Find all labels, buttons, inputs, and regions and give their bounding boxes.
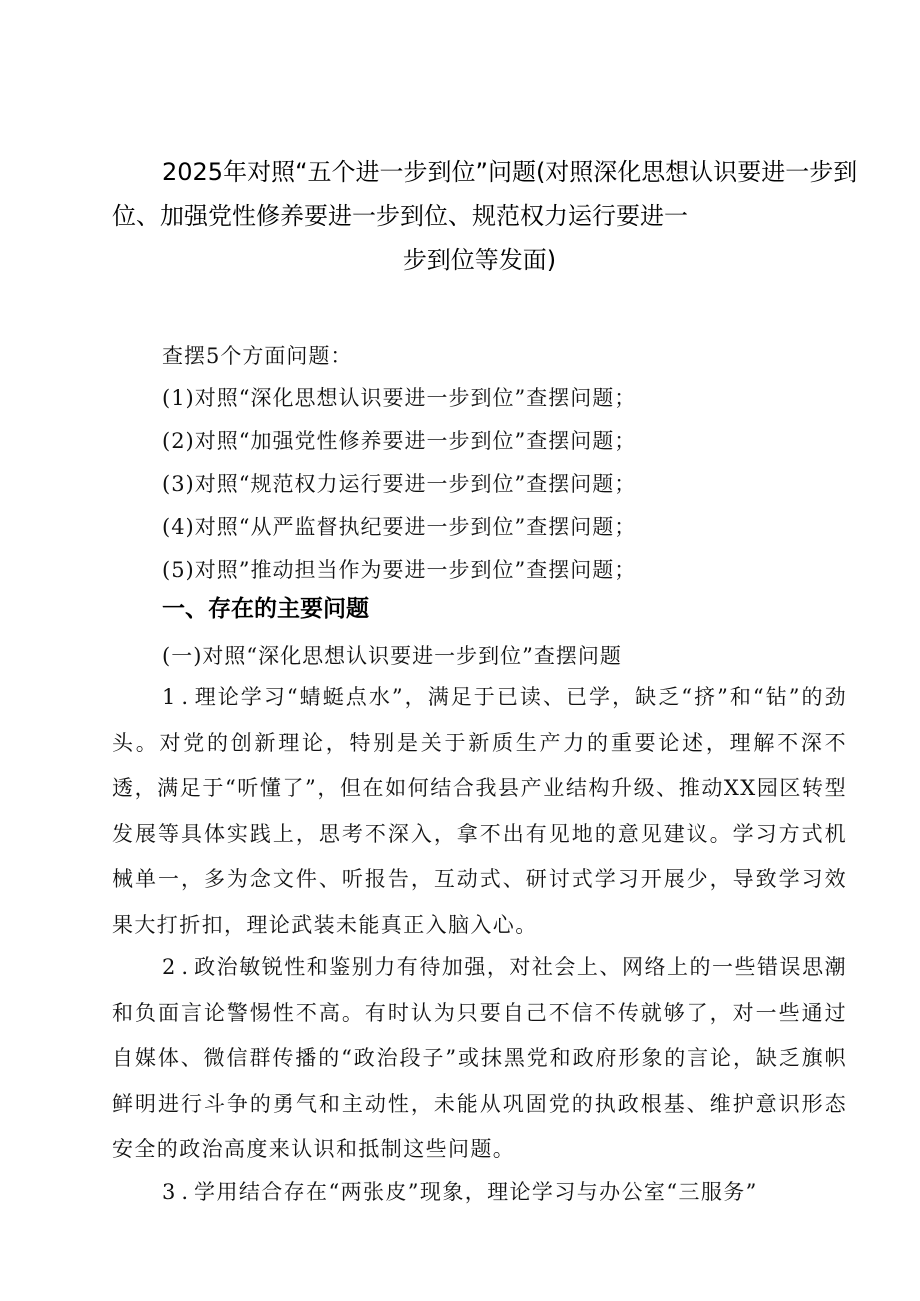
checklist-item-5: (5)对照”推动担当作为要进一步到位”查摆问题； (162, 558, 637, 582)
document-title (112, 150, 858, 282)
paragraph-3 (112, 1170, 847, 1216)
checklist-item-4: (4)对照“从严监督执纪要进一步到位”查摆问题； (162, 515, 637, 539)
title-line-3: 步到位等发面) (402, 246, 557, 274)
paragraph-text: 理论学习“蜻蜓点水”，满足于已读、已学，缺乏“挤”和“钻”的劲头。对党的创新理论，特别是关于新质生产力的重要论述，理解不深不透，满足于“听懂了”，但在如何结合我县产业结构升级、推动XX园区转型发展等具体实践上，思考不深入，拿不出有见地的意见建议。学习方式机械单一，多为念文件、听报告，互动式、研讨式学习开展少，导致学习效果大打折扣，理论武装未能真正入脑入心。 (112, 685, 847, 937)
paragraph-1 (112, 675, 847, 948)
title-line-1: 2025年对照“五个进一步到位”问题(对照深化思想认识要进一步到 (162, 158, 858, 186)
paragraph-text: 政治敏锐性和鉴别力有待加强，对社会上、网络上的一些错误思潮和负面言论警惕性不高。有时认为只要自己不信不传就够了，对一些通过自媒体、微信群传播的“政治段子”或抹黑党和政府形象的言论，缺乏旗帜鲜明进行斗争的勇气和主动性，未能从巩固党的执政根基、维护意识形态安全的政治高度来认识和抵制这些问题。 (112, 955, 847, 1161)
checklist-item-1: (1)对照“深化思想认识要进一步到位”查摆问题； (162, 386, 637, 410)
checklist-item-2: (2)对照“加强党性修养要进一步到位”查摆问题； (162, 429, 637, 453)
checklist-intro: 查摆5个方面问题： (162, 344, 353, 368)
title-line-2: 位、加强党性修养要进一步到位、规范权力运行要进一 (112, 202, 688, 230)
paragraph-text: 学用结合存在“两张皮”现象，理论学习与办公室“三服务” (194, 1180, 758, 1204)
section-heading: 一、存在的主要问题 (162, 596, 369, 622)
paragraph-number: 2. (162, 955, 195, 979)
subsection-heading: (一)对照“深化思想认识要进一步到位”查摆问题 (162, 644, 622, 668)
paragraph-number: 1. (162, 685, 195, 709)
checklist-item-3: (3)对照“规范权力运行要进一步到位”查摆问题； (162, 472, 637, 496)
paragraph-2 (112, 945, 847, 1173)
paragraph-number: 3. (162, 1180, 195, 1204)
